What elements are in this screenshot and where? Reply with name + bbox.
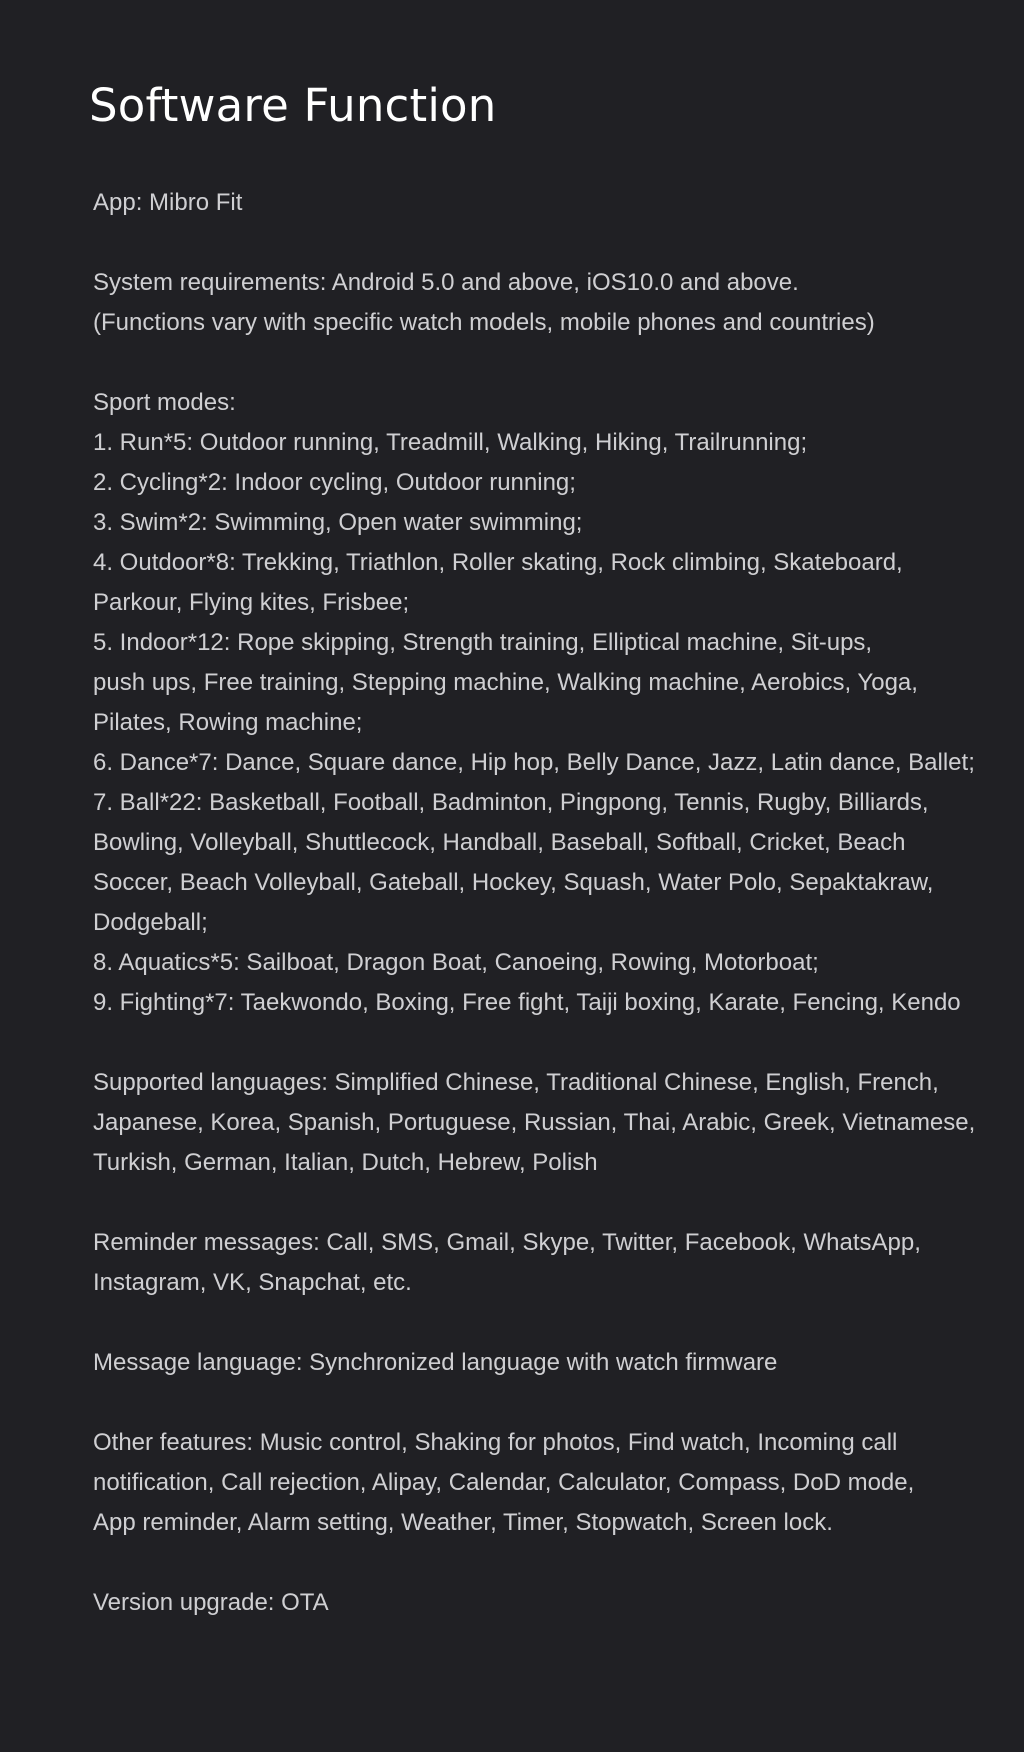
sport-mode-ball: 7. Ball*22: Basketball, Football, Badminton, Pingpong, Tennis, Rugby, Billiards,: [93, 789, 929, 816]
paragraph-gap: [93, 1183, 1003, 1223]
sport-mode-indoor-continued: push ups, Free training, Stepping machine, Walking machine, Aerobics, Yoga,: [93, 669, 918, 696]
paragraph-gap: [93, 1383, 1003, 1423]
other-features-continued: App reminder, Alarm setting, Weather, Timer, Stopwatch, Screen lock.: [93, 1509, 833, 1536]
sport-mode-cycling: 2. Cycling*2: Indoor cycling, Outdoor running;: [93, 469, 576, 496]
sport-mode-fighting: 9. Fighting*7: Taekwondo, Boxing, Free fight, Taiji boxing, Karate, Fencing, Kendo: [93, 989, 961, 1016]
sport-mode-aquatics: 8. Aquatics*5: Sailboat, Dragon Boat, Canoeing, Rowing, Motorboat;: [93, 949, 819, 976]
other-features-line: Other features: Music control, Shaking for photos, Find watch, Incoming call: [93, 1429, 898, 1456]
sport-modes-heading: Sport modes:: [93, 389, 236, 416]
sport-mode-dance: 6. Dance*7: Dance, Square dance, Hip hop, Belly Dance, Jazz, Latin dance, Ballet;: [93, 749, 975, 776]
system-requirements-line: System requirements: Android 5.0 and above, iOS10.0 and above.: [93, 269, 799, 296]
sport-mode-swim: 3. Swim*2: Swimming, Open water swimming;: [93, 509, 583, 536]
page-title: Software Function: [89, 79, 497, 132]
app-name-line: App: Mibro Fit: [93, 189, 243, 216]
reminder-messages-line: Reminder messages: Call, SMS, Gmail, Skype, Twitter, Facebook, WhatsApp,: [93, 1229, 921, 1256]
paragraph-gap: [93, 343, 1003, 383]
supported-languages-line: Supported languages: Simplified Chinese, Traditional Chinese, English, French,: [93, 1069, 939, 1096]
other-features-continued: notification, Call rejection, Alipay, Calendar, Calculator, Compass, DoD mode,: [93, 1469, 915, 1496]
sport-mode-ball-continued: Soccer, Beach Volleyball, Gateball, Hockey, Squash, Water Polo, Sepaktakraw,: [93, 869, 934, 896]
supported-languages-continued: Japanese, Korea, Spanish, Portuguese, Russian, Thai, Arabic, Greek, Vietnamese,: [93, 1109, 976, 1136]
supported-languages-continued: Turkish, German, Italian, Dutch, Hebrew, Polish: [93, 1149, 598, 1176]
paragraph-gap: [93, 1543, 1003, 1583]
reminder-messages-continued: Instagram, VK, Snapchat, etc.: [93, 1269, 412, 1296]
sport-mode-outdoor: 4. Outdoor*8: Trekking, Triathlon, Roller skating, Rock climbing, Skateboard,: [93, 549, 903, 576]
function-note-line: (Functions vary with specific watch models, mobile phones and countries): [93, 309, 875, 336]
message-language-line: Message language: Synchronized language with watch firmware: [93, 1349, 778, 1376]
sport-mode-run: 1. Run*5: Outdoor running, Treadmill, Walking, Hiking, Trailrunning;: [93, 429, 808, 456]
sport-mode-outdoor-continued: Parkour, Flying kites, Frisbee;: [93, 589, 410, 616]
paragraph-gap: [93, 1023, 1003, 1063]
sport-mode-ball-continued: Dodgeball;: [93, 909, 208, 936]
paragraph-gap: [93, 1303, 1003, 1343]
function-text-block: [93, 183, 1003, 1623]
sport-mode-indoor: 5. Indoor*12: Rope skipping, Strength training, Elliptical machine, Sit-ups,: [93, 629, 873, 656]
version-upgrade-line: Version upgrade: OTA: [93, 1589, 329, 1616]
sport-mode-indoor-continued: Pilates, Rowing machine;: [93, 709, 363, 736]
paragraph-gap: [93, 223, 1003, 263]
sport-mode-ball-continued: Bowling, Volleyball, Shuttlecock, Handball, Baseball, Softball, Cricket, Beach: [93, 829, 906, 856]
